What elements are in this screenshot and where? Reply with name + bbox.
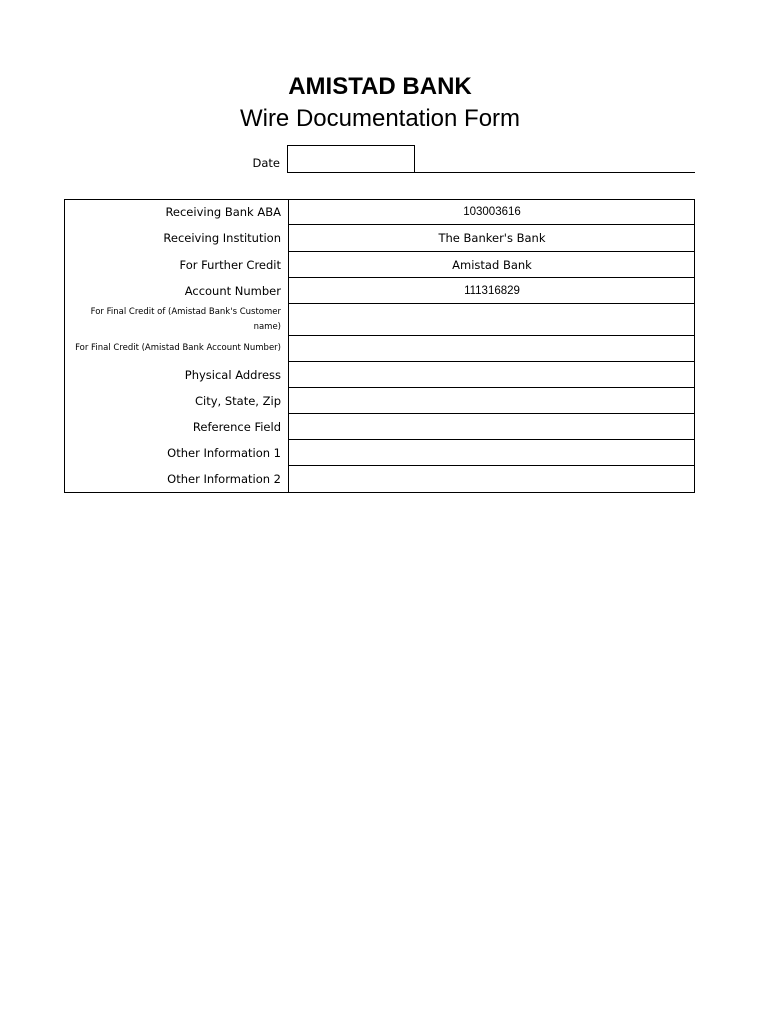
field-label: City, State, Zip bbox=[195, 393, 281, 408]
form-row-other-info-1 bbox=[65, 440, 695, 466]
further-credit-field[interactable]: Amistad Bank bbox=[288, 252, 695, 278]
field-label: Other Information 1 bbox=[167, 445, 281, 460]
form-row-final-credit-name bbox=[65, 304, 695, 336]
form-row-other-info-2 bbox=[65, 466, 695, 492]
wire-form-table bbox=[64, 199, 695, 493]
final-credit-customer-name-field[interactable] bbox=[288, 304, 695, 336]
field-label: For Further Credit bbox=[179, 257, 281, 272]
field-label: Other Information 2 bbox=[167, 471, 281, 486]
city-state-zip-field[interactable] bbox=[288, 388, 695, 414]
account-number-field[interactable]: 111316829 bbox=[288, 278, 695, 304]
date-label: Date bbox=[252, 156, 280, 170]
field-label: Reference Field bbox=[192, 419, 281, 434]
form-row-receiving-bank-aba bbox=[65, 200, 695, 225]
receiving-institution-field[interactable]: The Banker's Bank bbox=[288, 225, 695, 252]
receiving-bank-aba-field[interactable]: 103003616 bbox=[288, 200, 695, 225]
field-label: For Final Credit of (Amistad Bank's Customer name) bbox=[90, 306, 281, 332]
reference-field-input[interactable] bbox=[288, 414, 695, 440]
field-label: Account Number bbox=[184, 283, 281, 298]
form-row-account-number bbox=[65, 278, 695, 304]
form-row-final-credit-account bbox=[65, 336, 695, 362]
form-row-reference-field bbox=[65, 414, 695, 440]
page-title: AMISTAD BANK bbox=[288, 73, 472, 100]
form-subtitle: Wire Documentation Form bbox=[239, 105, 521, 132]
form-row-receiving-institution bbox=[65, 225, 695, 252]
field-label: Receiving Bank ABA bbox=[165, 205, 281, 219]
other-information-2-field[interactable] bbox=[288, 466, 695, 492]
field-label: Receiving Institution bbox=[163, 231, 281, 245]
field-label: For Final Credit (Amistad Bank Account Number) bbox=[75, 343, 281, 353]
form-row-physical-address bbox=[65, 362, 695, 388]
other-information-1-field[interactable] bbox=[288, 440, 695, 466]
date-field[interactable] bbox=[287, 145, 415, 173]
form-row-city-state-zip bbox=[65, 388, 695, 414]
physical-address-field[interactable] bbox=[288, 362, 695, 388]
field-label: Physical Address bbox=[184, 367, 281, 382]
form-row-further-credit bbox=[65, 252, 695, 278]
date-underline bbox=[414, 172, 695, 173]
final-credit-account-number-field[interactable] bbox=[288, 336, 695, 362]
